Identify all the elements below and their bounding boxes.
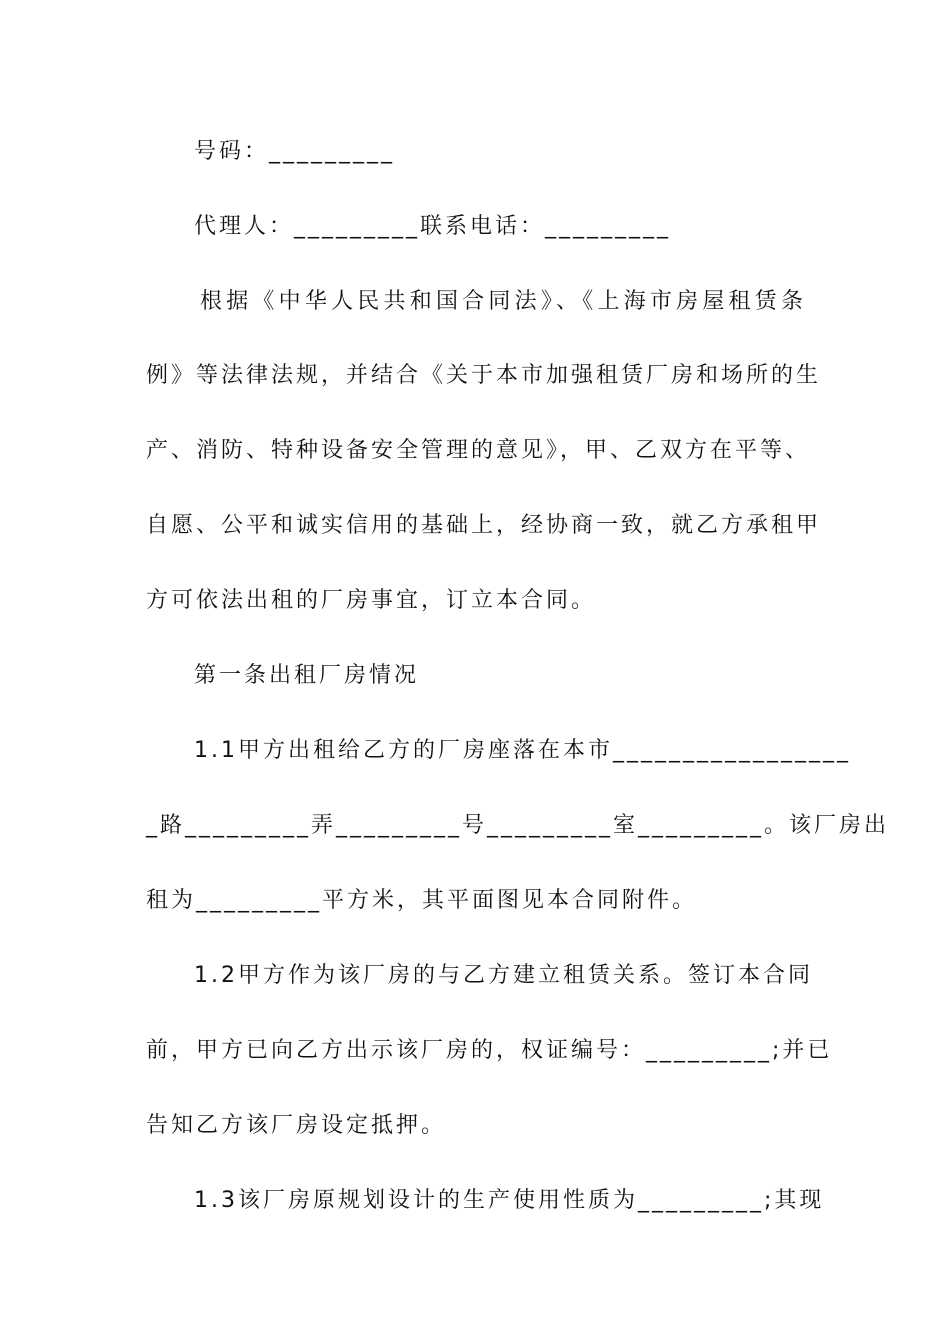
- phone-number-line: 号码：_________: [194, 139, 396, 164]
- clause-1-1-line-1: 1.1甲方出租给乙方的厂房座落在本市_________________: [194, 738, 851, 763]
- intro-paragraph-line-2: 例》等法律法规，并结合《关于本市加强租赁厂房和场所的生: [146, 363, 822, 388]
- clause-1-2-line-3: 告知乙方该厂房设定抵押。: [146, 1113, 447, 1138]
- clause-1-2-line-1: 1.2甲方作为该厂房的与乙方建立租赁关系。签订本合同: [194, 963, 813, 988]
- clause-1-3-line-1: 1.3该厂房原规划设计的生产使用性质为_________;其现: [194, 1188, 825, 1213]
- agent-contact-line: 代理人：_________联系电话：_________: [194, 214, 672, 239]
- section-heading: 第一条出租厂房情况: [194, 663, 420, 688]
- intro-paragraph-line-3: 产、消防、特种设备安全管理的意见》，甲、乙双方在平等、: [146, 438, 811, 463]
- clause-1-1-line-2: _路_________弄_________号_________室_________。该厂房出: [146, 813, 890, 838]
- clause-1-2-line-2: 前，甲方已向乙方出示该厂房的，权证编号：_________;并已: [146, 1038, 833, 1063]
- intro-paragraph-line-1: 根据《中华人民共和国合同法》、《上海市房屋租赁条: [200, 289, 806, 314]
- intro-paragraph-line-5: 方可依法出租的厂房事宜，订立本合同。: [146, 588, 597, 613]
- intro-paragraph-line-4: 自愿、公平和诚实信用的基础上，经协商一致，就乙方承租甲: [146, 513, 822, 538]
- clause-1-1-line-3: 租为_________平方米，其平面图见本合同附件。: [146, 888, 698, 913]
